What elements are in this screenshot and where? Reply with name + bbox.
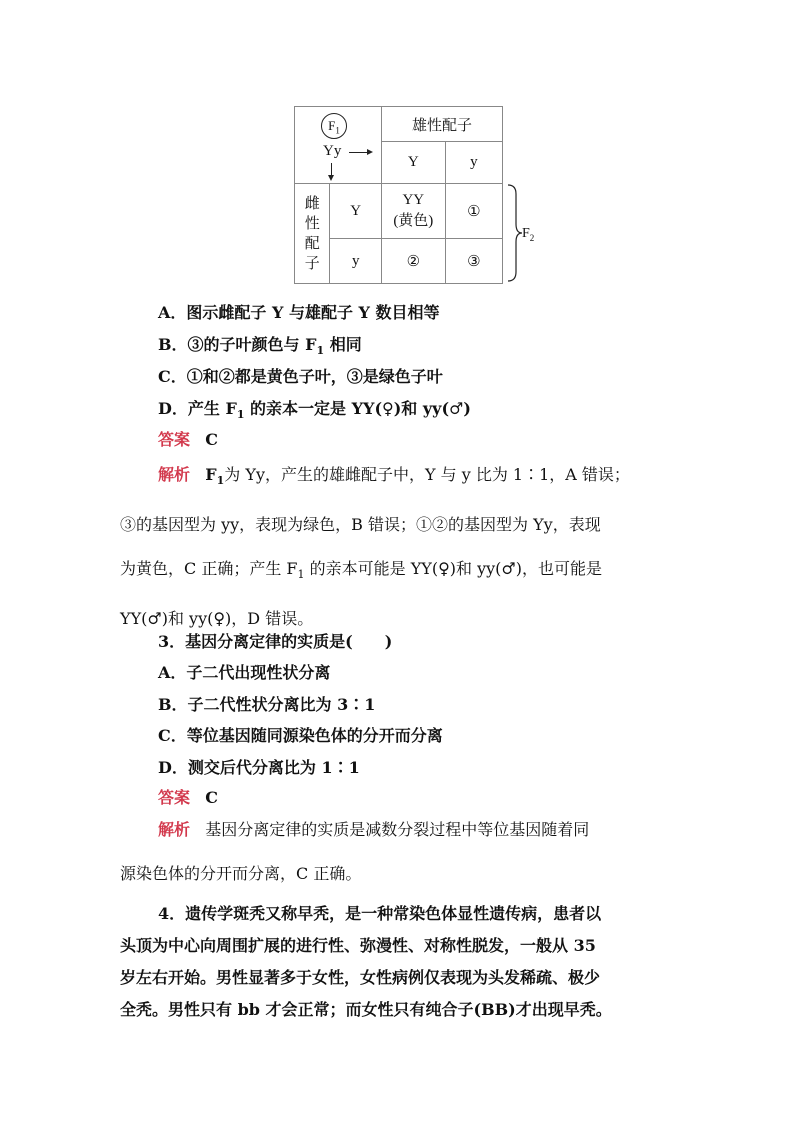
q2-answer: 答案 C bbox=[158, 430, 219, 449]
cell-1: ① bbox=[445, 184, 502, 239]
female-row-Y: Y bbox=[330, 184, 382, 239]
q2-analysis: 解析 $F_1$为 Yy，产生的雄雌配子中，Y 与 y 比为 1∶1，A 错误； ③的基因型为 yy，表现为绿色，B 错误；①②的基因型为 Yy，表现 为黄色，C 正确；产生 $F_1$ 的亲本可能是 YY(♀)和 yy(♂)，也可能是 YY(♂)和 yy(♀)，D 错误。 bbox=[120, 465, 630, 629]
female-row-y: y bbox=[330, 239, 382, 284]
corner-cell bbox=[295, 107, 382, 184]
q3-answer: 答案 C bbox=[158, 788, 219, 807]
cell-YY: YY (黄色) bbox=[382, 184, 446, 239]
arrow-right-icon bbox=[349, 152, 371, 153]
f2-label: $F_2$ bbox=[522, 226, 535, 243]
male-gamete-header: 雄性配子 bbox=[382, 107, 503, 142]
male-col-y: y bbox=[445, 142, 502, 184]
cell-3: ③ bbox=[445, 239, 502, 284]
q4-stem: 4．遗传学斑秃又称早秃，是一种常染色体显性遗传病，患者以 头顶为中心向周围扩展的进行性、弥漫性、对称性脱发，一般从 35 岁左右开始。男性显著多于女性，女性病例仅表现为头发稀疏、极少 全秃。男性只有 bb 才会正常；而女性只有纯合子(BB)才出现早秃。 bbox=[120, 904, 612, 1019]
q2-option-d: D．产生 $F_1$ 的亲本一定是 YY(♀)和 yy(♂) bbox=[158, 399, 471, 422]
q3-stem: 3．基因分离定律的实质是( ) bbox=[158, 632, 393, 651]
female-gamete-header: 雌 性 配 子 bbox=[295, 184, 330, 284]
q3-option-b: B．子二代性状分离比为 3∶1 bbox=[158, 695, 376, 714]
f1-genotype: Yy bbox=[323, 143, 342, 159]
cell-2: ② bbox=[382, 239, 446, 284]
q3-option-c: C．等位基因随同源染色体的分开而分离 bbox=[158, 726, 443, 745]
f1-circle: $F_1$ bbox=[321, 113, 347, 139]
punnett-table bbox=[294, 106, 503, 284]
punnett-square bbox=[294, 106, 503, 284]
q3-option-d: D．测交后代分离比为 1∶1 bbox=[158, 758, 360, 777]
arrow-down-icon bbox=[331, 163, 332, 179]
male-col-Y: Y bbox=[382, 142, 446, 184]
q3-option-a: A．子二代出现性状分离 bbox=[158, 663, 331, 682]
q2-option-c: C．①和②都是黄色子叶，③是绿色子叶 bbox=[158, 367, 443, 386]
q3-analysis: 解析 基因分离定律的实质是减数分裂过程中等位基因随着同 源染色体的分开而分离，C 正确。 bbox=[120, 820, 590, 883]
q2-option-b: B．③的子叶颜色与 $F_1$ 相同 bbox=[158, 335, 362, 358]
q2-option-a: A．图示雌配子 Y 与雄配子 Y 数目相等 bbox=[158, 303, 440, 322]
